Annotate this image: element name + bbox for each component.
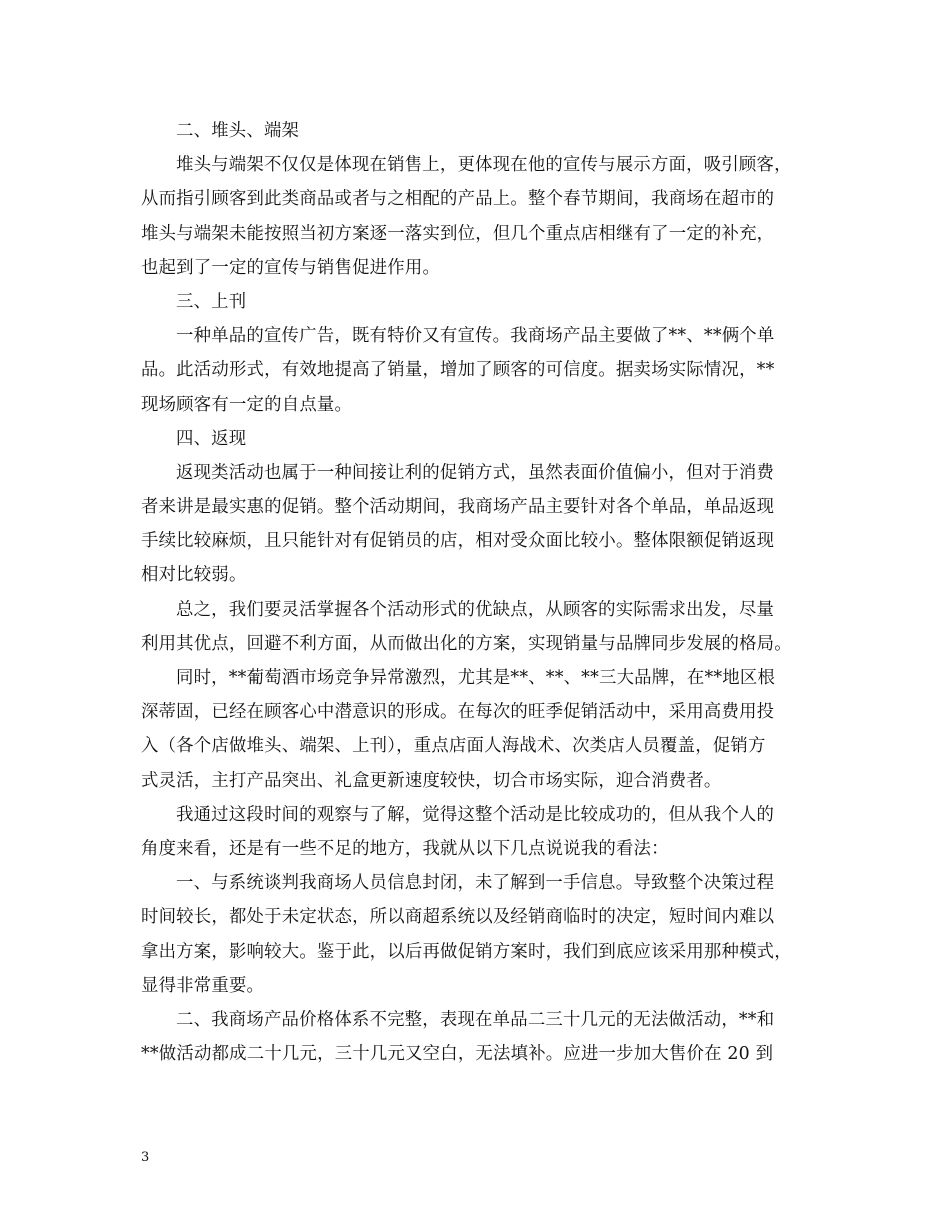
paragraph-line: 堆头与端架未能按照当初方案逐一落实到位，但几个重点店相继有了一定的补充， — [141, 223, 775, 244]
paragraph-line: 总之，我们要灵活掌握各个活动形式的优缺点，从顾客的实际需求出发，尽量 — [176, 599, 775, 620]
page-number: 3 — [141, 1150, 150, 1165]
paragraph-line: 我通过这段时间的观察与了解，觉得这整个活动是比较成功的，但从我个人的 — [176, 804, 775, 825]
paragraph-line: 拿出方案，影响较大。鉴于此，以后再做促销方案时，我们到底应该采用那种模式， — [141, 941, 792, 962]
paragraph-line: 一种单品的宣传广告，既有特价又有宣传。我商场产品主要做了**、**俩个单 — [176, 326, 775, 347]
paragraph-line: 深蒂固，已经在顾客心中潜意识的形成。在每次的旺季促销活动中，采用高费用投 — [141, 702, 775, 723]
paragraph-line: 式灵活，主打产品突出、礼盒更新速度较快，切合市场实际，迎合消费者。 — [141, 770, 722, 791]
paragraph-line: 同时，**葡萄酒市场竞争异常激烈，尤其是**、**、**三大品牌，在**地区根 — [176, 668, 776, 688]
paragraph-line: 也起到了一定的宣传与销售促进作用。 — [141, 257, 441, 278]
paragraph-line: 堆头与端架不仅仅是体现在销售上，更体现在他的宣传与展示方面，吸引顾客， — [176, 155, 792, 176]
paragraph-line: 者来讲是最实惠的促销。整个活动期间，我商场产品主要针对各个单品，单品返现 — [141, 497, 775, 518]
document-body — [141, 114, 813, 1071]
paragraph-line: 一、与系统谈判我商场人员信息封闭，未了解到一手信息。导致整个决策过程 — [176, 873, 775, 894]
section-heading-display-racks: 二、堆头、端架 — [176, 121, 300, 141]
paragraph-line: 利用其优点，回避不利方面，从而做出化的方案，实现销量与品牌同步发展的格局。 — [141, 633, 792, 654]
paragraph-line: 时间较长，都处于未定状态，所以商超系统以及经销商临时的决定，短时间内难以 — [141, 907, 775, 928]
paragraph-line: 二、我商场产品价格体系不完整，表现在单品二三十几元的无法做活动，**和 — [176, 1009, 775, 1030]
section-heading-cashback: 四、返现 — [176, 428, 247, 449]
paragraph-line: 现场顾客有一定的自点量。 — [141, 394, 353, 415]
paragraph-line: 从而指引顾客到此类商品或者与之相配的产品上。整个春节期间，我商场在超市的 — [141, 189, 775, 210]
paragraph-line: 角度来看，还是有一些不足的地方，我就从以下几点说说我的看法： — [141, 838, 669, 859]
paragraph-line: **做活动都成二十几元，三十几元又空白，无法填补。应进一步加大售价在 20 到 — [141, 1044, 774, 1065]
paragraph-line: 品。此活动形式，有效地提高了销量，增加了顾客的可信度。据卖场实际情况，** — [141, 360, 775, 381]
paragraph-line: 手续比较麻烦，且只能针对有促销员的店，相对受众面比较小。整体限额促销返现 — [141, 531, 775, 552]
paragraph-line: 入（各个店做堆头、端架、上刊），重点店面人海战术、次类店人员覆盖，促销方 — [141, 736, 766, 757]
paragraph-line: 相对比较弱。 — [141, 565, 247, 586]
paragraph-line: 返现类活动也属于一种间接让利的促销方式，虽然表面价值偏小，但对于消费 — [176, 462, 775, 483]
paragraph-line: 显得非常重要。 — [141, 975, 265, 996]
section-heading-publication: 三、上刊 — [176, 291, 247, 312]
